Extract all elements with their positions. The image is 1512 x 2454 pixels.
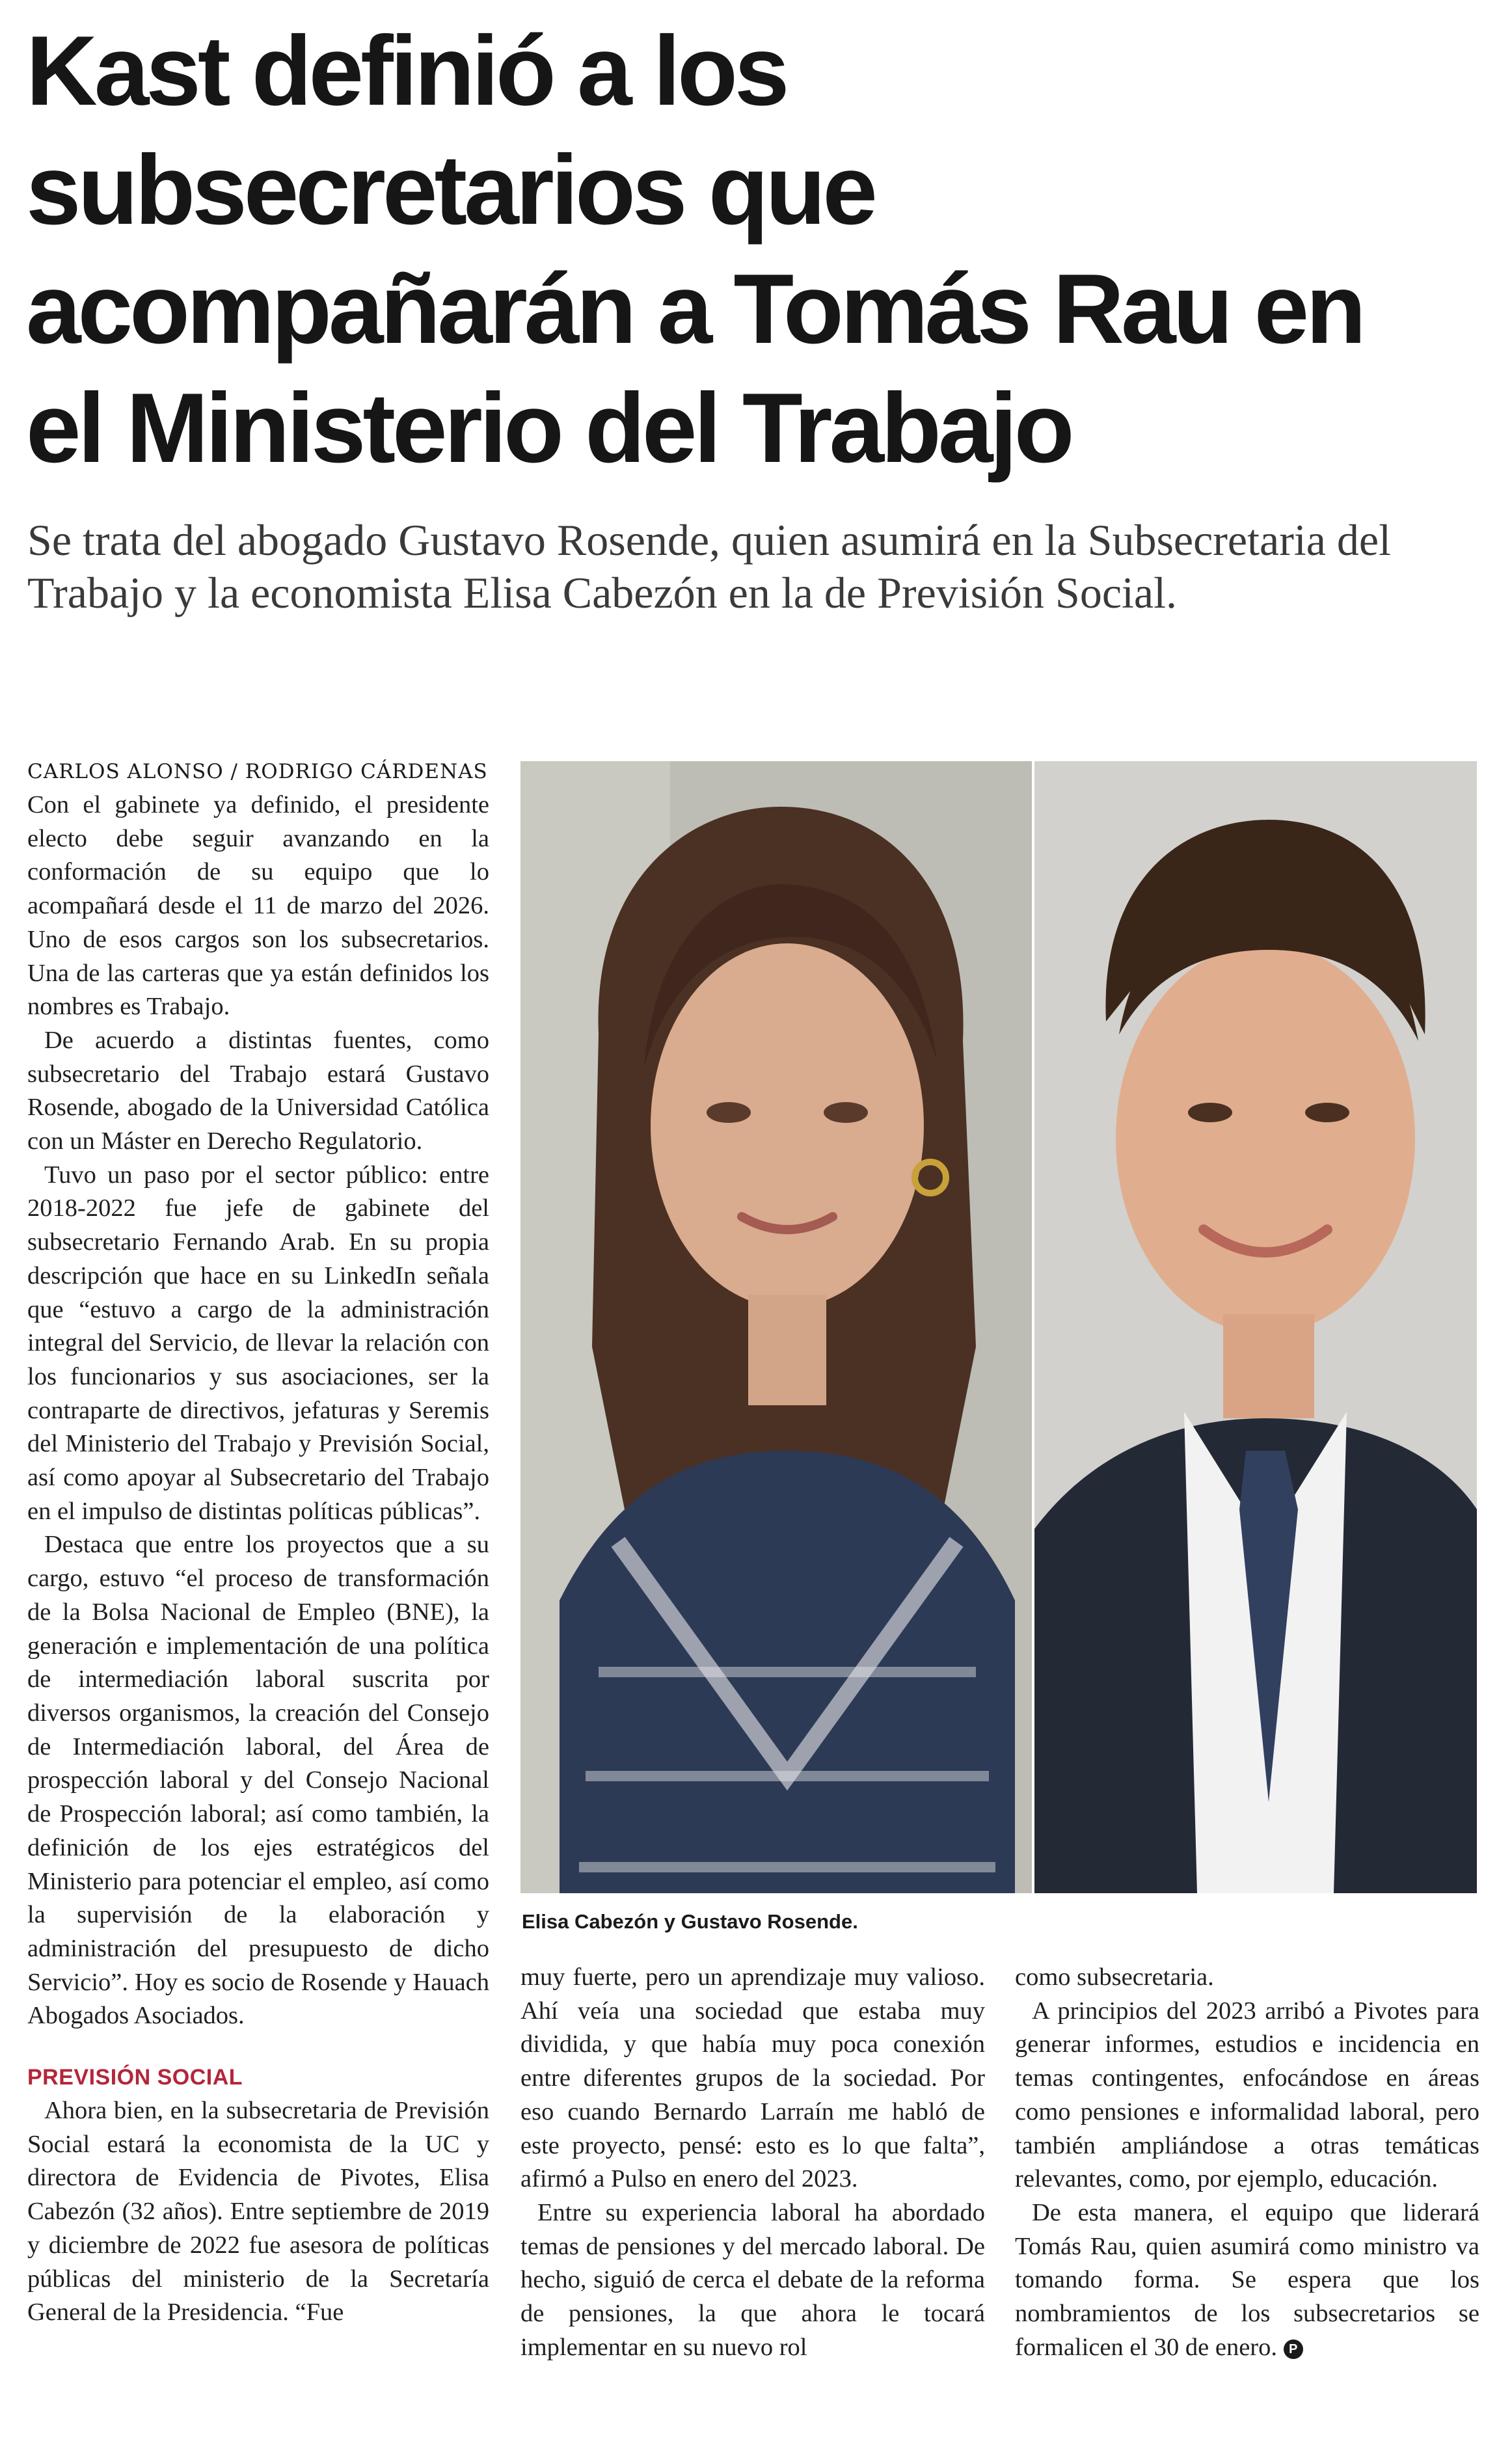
end-of-article-icon: P — [1284, 2339, 1303, 2359]
headline-line: acompañarán a Tomás Rau en — [26, 254, 1363, 364]
deck-subtitle — [27, 514, 1485, 619]
headline-line: Kast definió a los — [26, 16, 787, 126]
byline: CARLOS ALONSO / RODRIGO CÁRDENAS — [27, 760, 488, 783]
headline-line: subsecretarios que — [26, 135, 874, 245]
deck-line: Trabajo y la economista Elisa Cabezón en la de Previsión Social. — [27, 568, 1177, 617]
photo-elisa-cabezon — [520, 761, 1032, 1893]
article-paragraph-text: De esta manera, el equipo que liderará Tomás Rau, quien asumirá como ministro va tomando forma. Se espera que los nombramientos de los subsecretarios se formalicen el 30 de enero. — [1015, 2198, 1479, 2361]
section-heading: PREVISIÓN SOCIAL — [27, 2065, 243, 2090]
deck-line: Se trata del abogado Gustavo Rosende, quien asumirá en la Subsecretaria del — [27, 515, 1391, 565]
portrait-illustration — [1034, 761, 1477, 1893]
article-column-1 — [27, 789, 489, 2330]
photo-caption: Elisa Cabezón y Gustavo Rosende. — [522, 1910, 858, 1933]
headline-line: el Ministerio del Trabajo — [26, 373, 1072, 483]
article-paragraph: A principios del 2023 arribó a Pivotes para generar informes, estudios e incidencia en temas contingentes, enfocándose en áreas como pensiones e informalidad laboral, pero también ampliándose a otras temáticas relevantes, como, por ejemplo, educación. — [1015, 1997, 1479, 2193]
article-paragraph: Destaca que entre los proyectos que a su cargo, estuvo “el proceso de transformación de la Bolsa Nacional de Empleo (BNE), la generación e implementación de una política de intermediación laboral suscrita por diversos organismos, la creación del Consejo de Intermediación laboral, del Área de prospección laboral y del Consejo Nacional de Prospección laboral; así como también, la definición de los ejes estratégicos del Ministerio para potenciar el empleo, así como la supervisión de la elaboración y administración del presupuesto de dicho Servicio”. Hoy es socio de Rosende y Hauach Abogados Asociados. — [27, 1531, 489, 2030]
photo-gustavo-rosende — [1034, 761, 1477, 1893]
article-column-2 — [520, 1961, 985, 2364]
article-paragraph: Ahora bien, en la subsecretaria de Previsión Social estará la economista de la UC y directora de Evidencia de Pivotes, Elisa Cabezón (32 años). Entre septiembre de 2019 y diciembre de 2022 fue asesora de políticas públicas del ministerio de la Secretaría General de la Presidencia. “Fue — [27, 2097, 489, 2326]
article-paragraph — [1015, 2196, 1479, 2365]
article-paragraph: Con el gabinete ya definido, el presidente electo debe seguir avanzando en la conformación de su equipo que lo acompañará desde el 11 de marzo del 2026. Uno de esos cargos son los subsecretarios. Una de las carteras que ya están definidos los nombres es Trabajo. — [27, 791, 489, 1021]
headline — [26, 12, 1457, 488]
article-column-3 — [1015, 1961, 1479, 2364]
article-paragraph: Entre su experiencia laboral ha abordado temas de pensiones y del mercado laboral. De hecho, siguió de cerca el debate de la reforma de pensiones, la que ahora le tocará implementar en su nuevo rol — [520, 2198, 985, 2361]
article-paragraph: como subsecretaria. — [1015, 1963, 1214, 1991]
article-paragraph: Tuvo un paso por el sector público: entre 2018-2022 fue jefe de gabinete del subsecretario Fernando Arab. En su propia descripción que hace en su LinkedIn señala que “estuvo a cargo de la administración integral del Servicio, de llevar la relación con los funcionarios y sus asociaciones, ser la contraparte de directivos, jefaturas y Seremis del Ministerio del Trabajo y Previsión Social, así como apoyar al Subsecretario del Trabajo en el impulso de distintas políticas públicas”. — [27, 1161, 489, 1525]
portrait-illustration — [520, 761, 1032, 1893]
article-paragraph: De acuerdo a distintas fuentes, como subsecretario del Trabajo estará Gustavo Rosende, abogado de la Universidad Católica con un Máster en Derecho Regulatorio. — [27, 1026, 489, 1155]
article-paragraph: muy fuerte, pero un aprendizaje muy valioso. Ahí veía una sociedad que estaba muy dividida, y que había muy poca conexión entre diferentes grupos de la sociedad. Por eso cuando Bernardo Larraín me habló de este proyecto, pensé: esto es lo que falta”, afirmó a Pulso en enero del 2023. — [520, 1963, 985, 2193]
